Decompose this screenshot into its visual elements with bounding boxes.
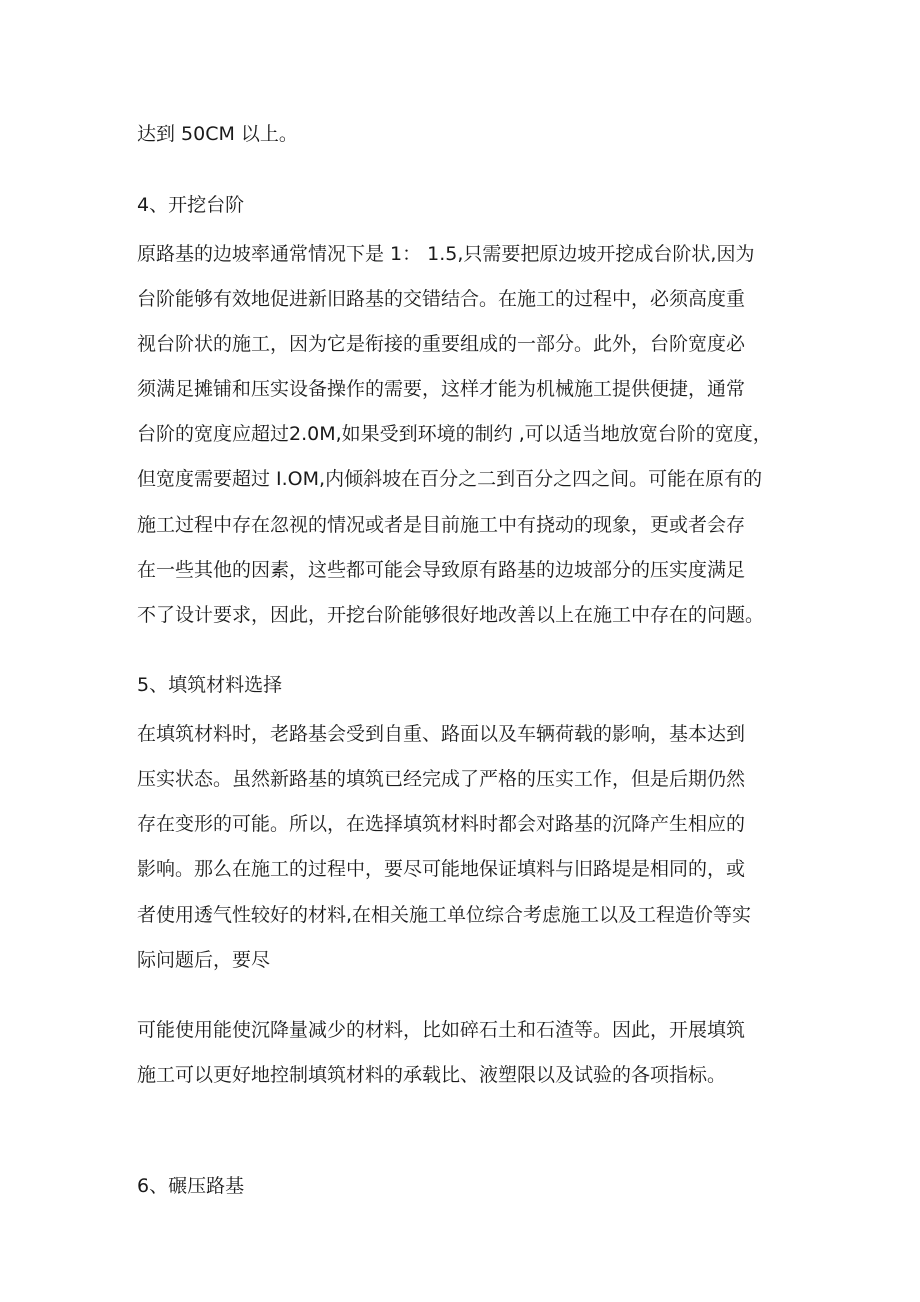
paragraph-line: 在一些其他的因素，这些都可能会导致原有路基的边坡部分的压实度满足	[137, 559, 746, 581]
paragraph-line: 须满足摊铺和压实设备操作的需要，这样才能为机械施工提供便捷，通常	[137, 378, 746, 400]
section-heading-4: 4、开挖台阶	[137, 194, 245, 216]
paragraph-line: 施工过程中存在忽视的情况或者是目前施工中有挠动的现象，更或者会存	[137, 514, 746, 536]
paragraph-line: 存在变形的可能。所以，在选择填筑材料时都会对路基的沉降产生相应的	[137, 813, 746, 835]
paragraph-line: 压实状态。虽然新路基的填筑已经完成了严格的压实工作，但是后期仍然	[137, 768, 746, 790]
paragraph-line: 原路基的边坡率通常情况下是 1： 1.5,只需要把原边坡开挖成台阶状,因为	[137, 243, 755, 265]
paragraph-line: 但宽度需要超过 I.OM,内倾斜坡在百分之二到百分之四之间。可能在原有的	[137, 468, 763, 490]
section-heading-6: 6、碾压路基	[137, 1175, 245, 1197]
section-heading-5: 5、填筑材料选择	[137, 674, 283, 696]
paragraph-line: 不了设计要求，因此，开挖台阶能够很好地改善以上在施工中存在的问题。	[137, 604, 765, 626]
paragraph-line: 台阶能够有效地促进新旧路基的交错结合。在施工的过程中，必须高度重	[137, 288, 746, 310]
paragraph-line: 视台阶状的施工，因为它是衔接的重要组成的一部分。此外，台阶宽度必	[137, 333, 746, 355]
paragraph-line: 际问题后，要尽	[137, 949, 271, 971]
paragraph-line: 台阶的宽度应超过2.0M,如果受到环境的制约 ,可以适当地放宽台阶的宽度，	[137, 423, 772, 445]
paragraph-line: 可能使用能使沉降量减少的材料，比如碎石土和石渣等。因此，开展填筑	[137, 1019, 746, 1041]
paragraph-line: 施工可以更好地控制填筑材料的承载比、液塑限以及试验的各项指标。	[137, 1064, 727, 1086]
paragraph-line: 达到 50CM 以上。	[137, 123, 298, 145]
paragraph-line: 者使用透气性较好的材料,在相关施工单位综合考虑施工以及工程造价等实	[137, 904, 752, 926]
paragraph-line: 影响。那么在施工的过程中，要尽可能地保证填料与旧路堤是相同的，或	[137, 858, 746, 880]
paragraph-line: 在填筑材料时，老路基会受到自重、路面以及车辆荷载的影响，基本达到	[137, 723, 746, 745]
